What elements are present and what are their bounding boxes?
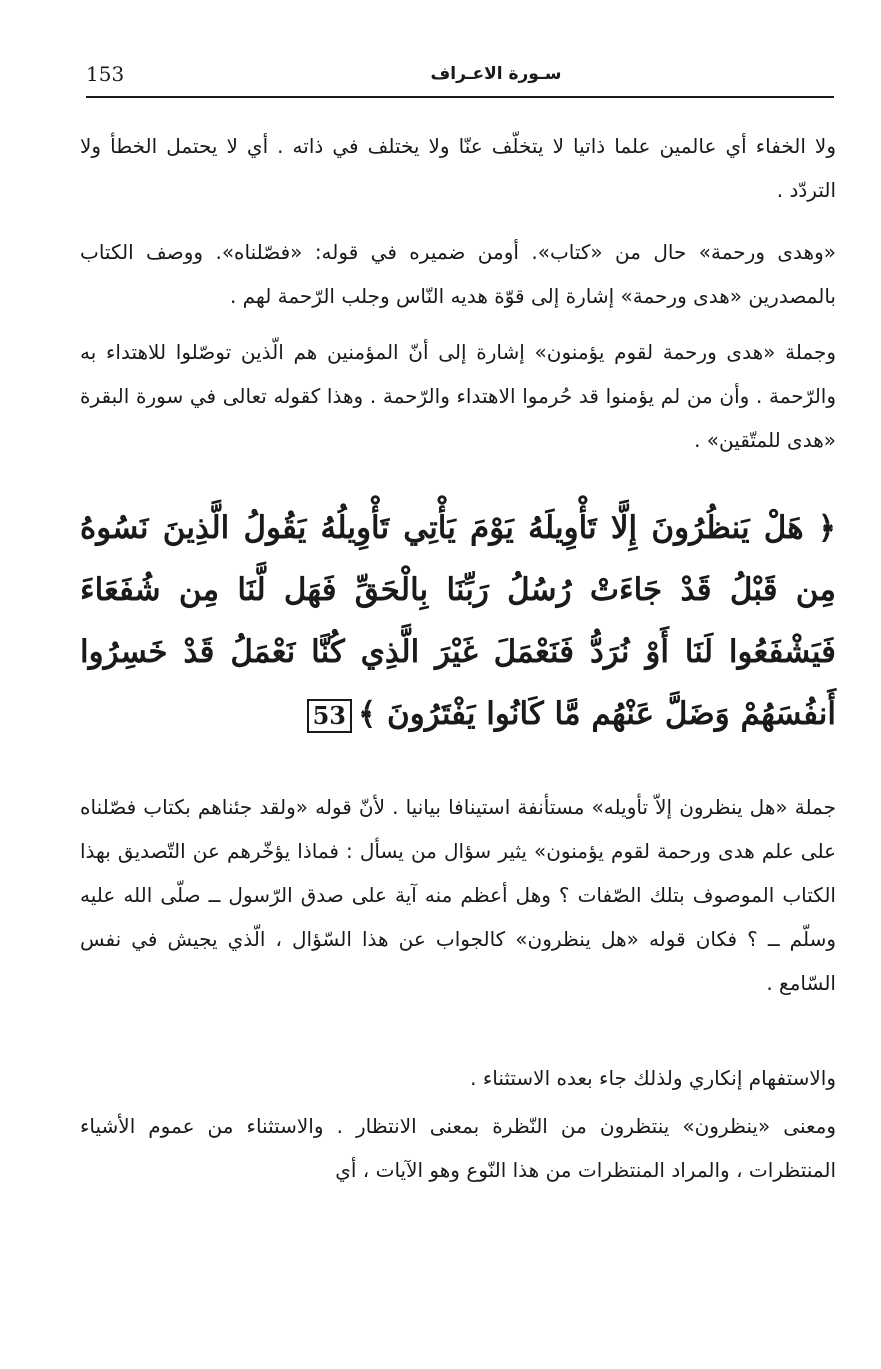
paragraph-5: والاستفهام إنكاري ولذلك جاء بعده الاستثناء . bbox=[470, 1066, 836, 1090]
verse-number: 53 bbox=[307, 699, 352, 733]
paragraph-2: «وهدى ورحمة» حال من «كتاب». أومن ضميره في قوله: «فصّلناه». ووصف الكتاب بالمصدرين «هدى ورحمة» إشارة إلى قوّة هديه النّاس وجلب الرّحمة لهم . bbox=[80, 240, 836, 308]
page-number: 153 bbox=[86, 62, 125, 86]
header-rule bbox=[86, 96, 834, 98]
paragraph-1: ولا الخفاء أي عالمين علما ذاتيا لا يتخلّف عنّا ولا يختلف في ذاته . أي لا يحتمل الخطأ ولا التردّد . bbox=[80, 134, 836, 202]
paragraph-3: وجملة «هدى ورحمة لقوم يؤمنون» إشارة إلى أنّ المؤمنين هم الّذين توصّلوا للاهتداء به والرّحمة . وأن من لم يؤمنوا قد حُرموا الاهتداء والرّحمة . وهذا كقوله تعالى في سورة البقرة «هدى للمتّقين» . bbox=[80, 340, 836, 452]
paragraph-4: جملة «هل ينظرون إلاّ تأويله» مستأنفة استينافا بيانيا . لأنّ قوله «ولقد جئناهم بكتاب فصّلناه على علم هدى ورحمة لقوم يؤمنون» يثير سؤال من يسأل : فماذا يؤخّرهم عن التّصديق بهذا الكتاب الموصوف بتلك الصّفات ؟ وهل أعظم منه آية على صدق الرّسول ــ صلّى الله عليه وسلّم ــ ؟ فكان قوله «هل ينظرون» كالجواب عن هذا السّؤال ، الّذي يجيش في نفس السّامع . bbox=[80, 795, 836, 995]
running-head: سـورة الاعـراف bbox=[430, 64, 562, 84]
verse-text: ﴿ هَلْ يَنظُرُونَ إِلَّا تَأْوِيلَهُ يَوْمَ يَأْتِي تَأْوِيلُهُ يَقُولُ الَّذِينَ نَسُوهُ مِن قَبْلُ قَدْ جَاءَتْ رُسُلُ رَبِّنَا بِالْحَقِّ فَهَل لَّنَا مِن شُفَعَاءَ فَيَشْفَعُوا لَنَا أَوْ نُرَدُّ فَنَعْمَلَ غَيْرَ الَّذِي كُنَّا نَعْمَلُ قَدْ خَسِرُوا أَنفُسَهُمْ وَضَلَّ عَنْهُم مَّا كَانُوا يَفْتَرُونَ ﴾ bbox=[80, 510, 836, 732]
quran-verse bbox=[80, 497, 836, 745]
paragraph-6: ومعنى «ينظرون» ينتظرون من النّظرة بمعنى الانتظار . والاستثناء من عموم الأشياء المنتظرات ، والمراد المنتظرات من هذا النّوع وهو الآيات ، أي bbox=[80, 1114, 836, 1182]
page-header bbox=[86, 58, 834, 98]
